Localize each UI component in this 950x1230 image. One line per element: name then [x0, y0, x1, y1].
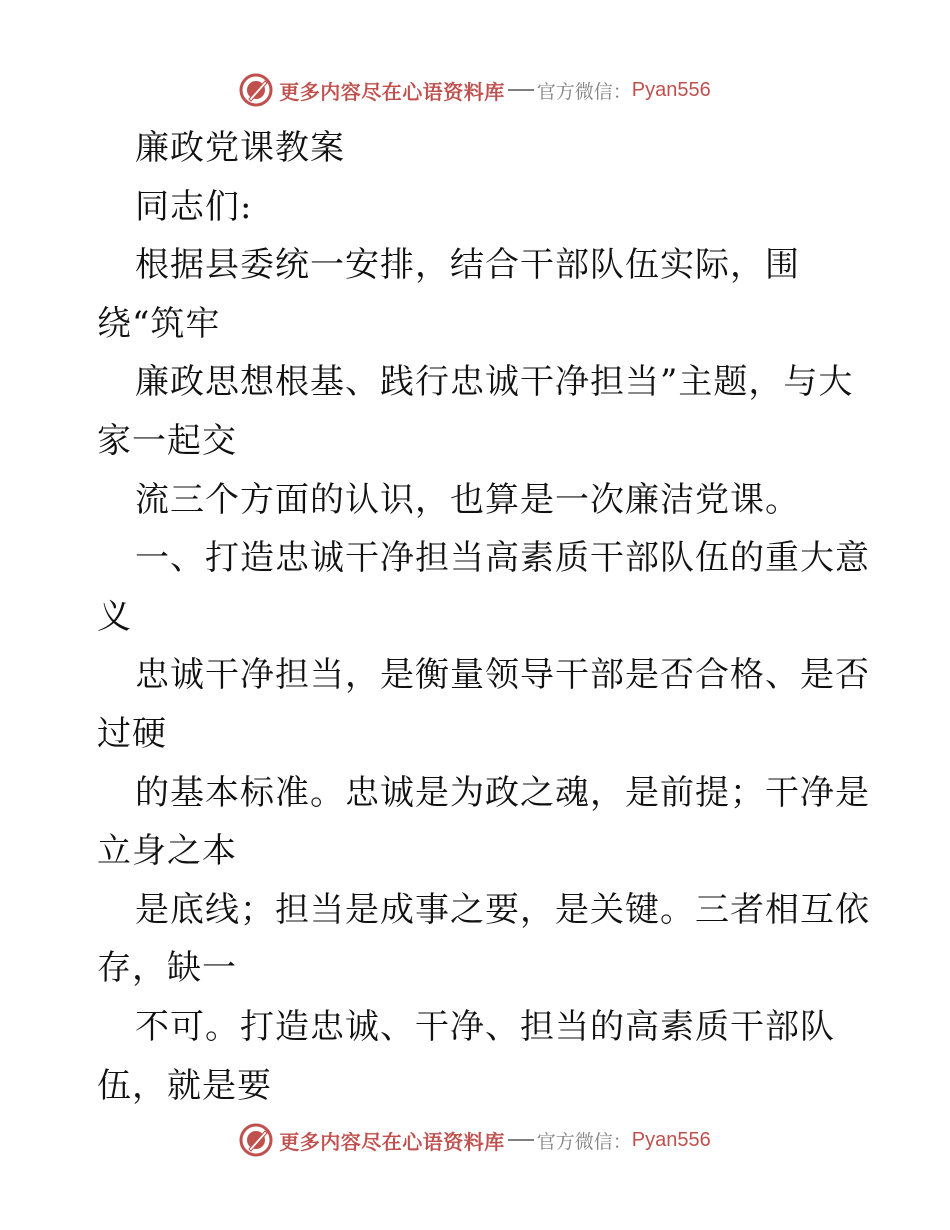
text-line: 过硬: [97, 713, 167, 754]
banner-main-text: 更多内容尽在心语资料库: [279, 1129, 505, 1154]
text-line: 立身之本: [97, 831, 237, 872]
banner-dash: [508, 89, 534, 91]
text-line: 流三个方面的认识，也算是一次廉洁党课。: [135, 479, 800, 520]
text-line: 伍，就是要: [97, 1065, 272, 1106]
salutation: 同志们:: [135, 186, 253, 227]
text-line: 廉政思想根基、践行忠诚干净担当”主题，与大: [135, 362, 854, 403]
text-line: 根据县委统一安排，结合干部队伍实际，围: [135, 245, 800, 286]
pen-logo-icon: [239, 1123, 273, 1157]
text-line: 是底线；担当是成事之要，是关键。三者相互依: [135, 889, 870, 930]
pen-logo-icon: [239, 73, 273, 107]
banner-wechat-id: Pyan556: [631, 1128, 711, 1151]
text-line: 忠诚干净担当，是衡量领导干部是否合格、是否: [135, 655, 870, 696]
text-line: 的基本标准。忠诚是为政之魂，是前提；干净是: [135, 772, 870, 813]
banner-dash: [508, 1139, 534, 1141]
banner-sub-text: 官方微信：: [536, 80, 632, 103]
section-heading: 一、打造忠诚干净担当高素质干部队伍的重大意: [135, 538, 870, 579]
text-line: 存，缺一: [97, 948, 237, 989]
document-title: 廉政党课教案: [135, 128, 345, 168]
text-line: 绕“筑牢: [97, 303, 221, 344]
section-heading-cont: 义: [97, 596, 132, 637]
document-body: [97, 119, 870, 1115]
footer-watermark-banner: [0, 1120, 950, 1160]
banner-wechat-id: Pyan556: [631, 78, 711, 101]
text-line: 家一起交: [97, 420, 237, 461]
header-watermark-banner: [0, 70, 950, 110]
text-line: 不可。打造忠诚、干净、担当的高素质干部队: [135, 1006, 835, 1047]
banner-sub-text: 官方微信：: [536, 1130, 632, 1153]
banner-main-text: 更多内容尽在心语资料库: [279, 79, 505, 104]
